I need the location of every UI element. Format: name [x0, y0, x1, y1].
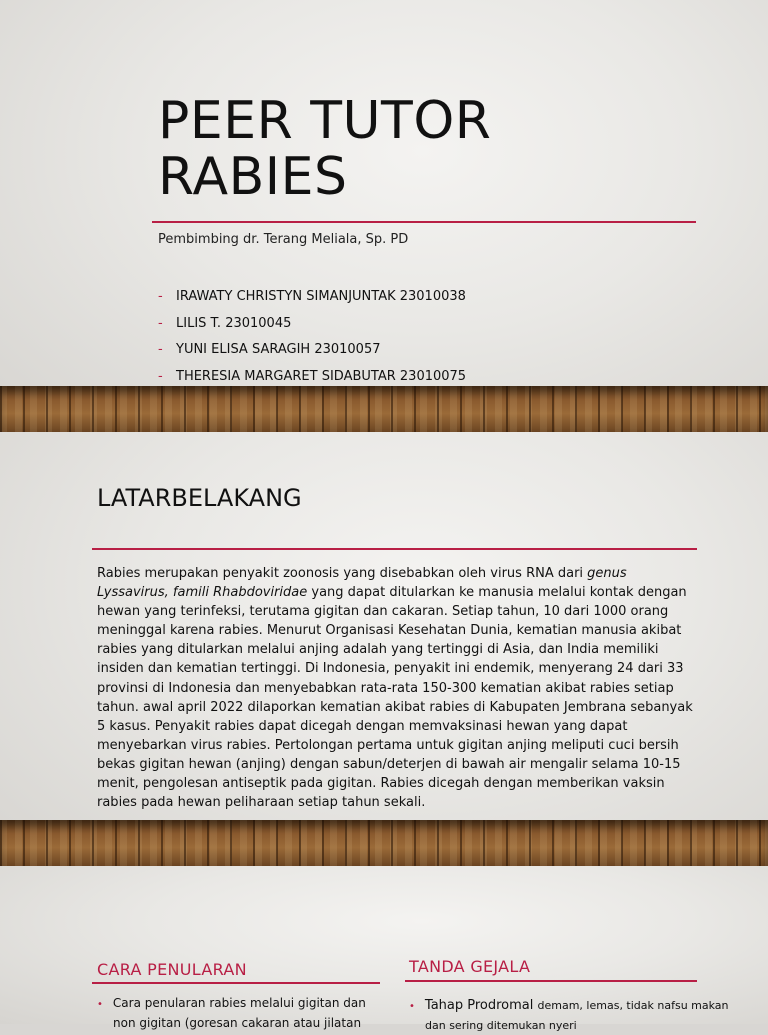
- section-heading-latarbelakang: LATARBELAKANG: [97, 484, 302, 512]
- bullet-dash: -: [158, 289, 163, 304]
- title-divider: [152, 221, 696, 223]
- slide-transmission-symptoms: [0, 866, 768, 1032]
- bullet-dot: •: [409, 1001, 415, 1012]
- bullet-dot: •: [97, 999, 103, 1010]
- symptom-line-1: demam, lemas, tidak nafsu makan: [537, 999, 729, 1012]
- background-paragraph: [97, 564, 697, 812]
- wood-floor-decoration: [0, 386, 768, 432]
- wood-floor-decoration: [0, 820, 768, 866]
- title-line-1: PEER TUTOR: [158, 91, 492, 151]
- column-divider-left: [92, 982, 380, 984]
- symptoms-text: [409, 996, 729, 1035]
- slide-title-heading: [158, 93, 491, 205]
- author-name: YUNI ELISA SARAGIH 23010057: [176, 342, 381, 357]
- symptom-line-2: dan sering ditemukan nyeri: [425, 1019, 577, 1032]
- symptom-stage-label: Tahap Prodromal: [424, 998, 538, 1013]
- supervisor-subtitle: Pembimbing dr. Terang Meliala, Sp. PD: [158, 232, 409, 247]
- column-title-transmission: CARA PENULARAN: [97, 960, 247, 979]
- column-divider-right: [405, 980, 697, 982]
- author-name: IRAWATY CHRISTYN SIMANJUNTAK 23010038: [176, 289, 466, 304]
- author-item: [158, 337, 466, 364]
- slide-title: [0, 0, 768, 432]
- transmission-line-2: non gigitan (goresan cakaran atau jilatan: [113, 1016, 362, 1030]
- title-line-2: RABIES: [158, 147, 348, 207]
- column-title-symptoms: TANDA GEJALA: [409, 957, 531, 976]
- author-name: LILIS T. 23010045: [176, 315, 292, 331]
- paragraph-text: yang dapat ditularkan ke manusia melalui kontak dengan hewan yang terinfeksi, terutama gigitan dan cakaran. Setiap tahun, 10 dari 1000 orang meninggal karena rabies. Menurut Organisasi Kesehatan Dunia, kematian manusia akibat rabies yang ditularkan melalui anjing adalah yang tertinggi di Asia, dan India memiliki insiden dan kematian tertinggi. Di Indonesia, penyakit ini endemik, menyerang 24 dari 33 provinsi di Indonesia dan menyebabkan rata-rata 150-300 kematian akibat rabies setiap tahun. awal april 2022 dilaporkan kematian akibat rabies di Kabupaten Jembrana sebanyak 5 kasus. Penyakit rabies dapat dicegah dengan memvaksinasi hewan yang dapat menyebarkan virus rabies. Pertolongan pertama untuk gigitan anjing meliputi cuci bersih bekas gigitan hewan (anjing) dengan sabun/deterjen di bawah air mengalir selama 10-15 menit, pengolesan antiseptik pada gigitan. Rabies dicegah dengan memberikan vaksin rabies pada hewan peliharaan setiap tahun sekali.: [97, 585, 693, 811]
- paragraph-text: Rabies merupakan penyakit zoonosis yang disebabkan oleh virus RNA dari: [97, 566, 588, 581]
- author-item: [158, 284, 466, 311]
- bullet-dash: -: [158, 368, 163, 384]
- transmission-text: [97, 994, 366, 1032]
- bullet-dash: -: [158, 342, 163, 357]
- bullet-dash: -: [158, 315, 163, 331]
- transmission-line-1: Cara penularan rabies melalui gigitan dan: [112, 996, 366, 1010]
- paragraph-italic-taxonomy: genus Lyssavirus, famili Rhabdoviridae: [97, 566, 627, 601]
- author-name: THERESIA MARGARET SIDABUTAR 23010075: [176, 368, 467, 384]
- author-list: [158, 284, 466, 390]
- heading-divider: [92, 548, 697, 550]
- author-item: [158, 311, 466, 338]
